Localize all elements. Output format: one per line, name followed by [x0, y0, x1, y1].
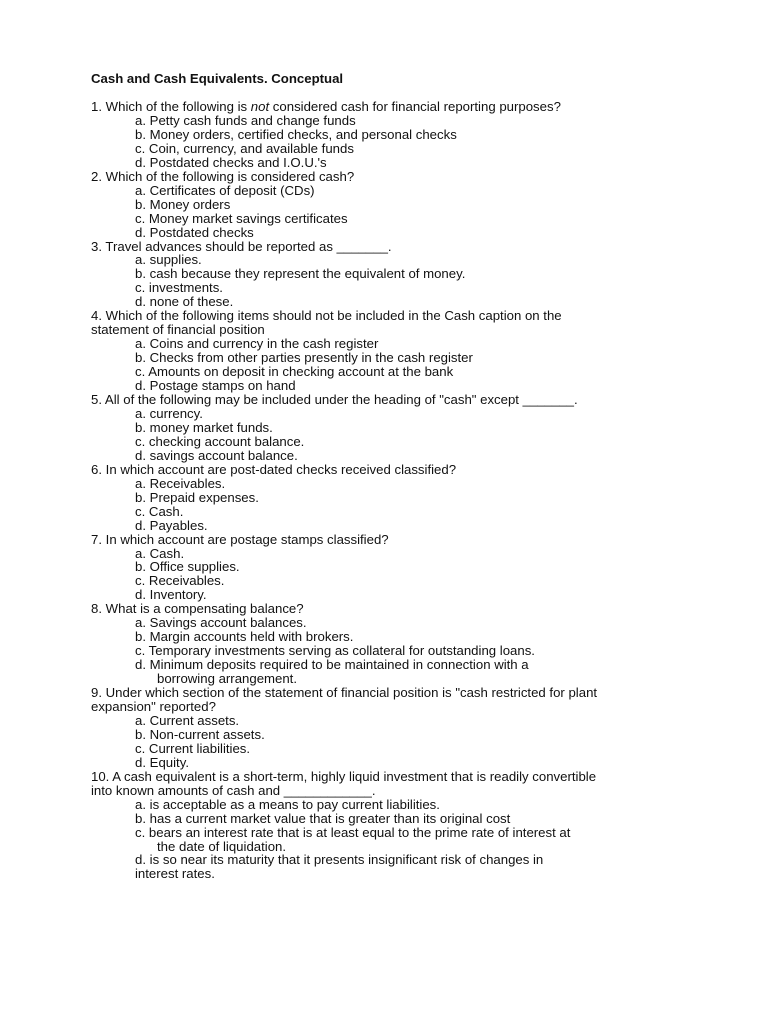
- question-9-option-c: c. Current liabilities.: [135, 740, 251, 756]
- question-4: [91, 309, 691, 393]
- question-9-option-a: a. Current assets.: [135, 712, 240, 728]
- question-3-stem: 3. Travel advances should be reported as _______.: [91, 238, 392, 254]
- question-10-option-c-continuation: the date of liquidation.: [157, 838, 287, 854]
- question-2-option-d: d. Postdated checks: [135, 224, 254, 240]
- question-3-option-a: a. supplies.: [135, 252, 202, 268]
- question-4-option-b: b. Checks from other parties presently in the cash register: [135, 350, 473, 366]
- question-8-option-b: b. Margin accounts held with brokers.: [135, 629, 354, 645]
- question-2-options: [91, 184, 691, 240]
- question-3: [91, 240, 691, 310]
- question-5-option-c: c. checking account balance.: [135, 433, 305, 449]
- question-7-option-b: b. Office supplies.: [135, 559, 240, 575]
- question-6-option-d: d. Payables.: [135, 517, 208, 533]
- question-10-option-d-continuation: interest rates.: [135, 866, 215, 882]
- question-3-option-b: b. cash because they represent the equivalent of money.: [135, 266, 466, 282]
- question-8-option-d: d. Minimum deposits required to be maintained in connection with a: [135, 657, 529, 673]
- question-7-options: [91, 547, 691, 603]
- question-6: [91, 463, 691, 533]
- question-1-stem: [91, 100, 691, 114]
- question-4-stem-line-2: statement of financial position: [91, 322, 265, 338]
- question-9-option-d: d. Equity.: [135, 754, 189, 770]
- question-1-option-b: b. Money orders, certified checks, and personal checks: [135, 126, 457, 142]
- question-8-option-d-continuation: borrowing arrangement.: [157, 671, 298, 687]
- question-8-stem: 8. What is a compensating balance?: [91, 601, 304, 617]
- question-10-option-d: d. is so near its maturity that it presents insignificant risk of changes in: [135, 852, 544, 868]
- question-1-option-d: d. Postdated checks and I.O.U.'s: [135, 154, 327, 170]
- question-1-stem-emphasis: not: [250, 99, 270, 114]
- question-10: [91, 770, 691, 882]
- question-6-options: [91, 477, 691, 533]
- question-list: [91, 100, 691, 881]
- document-title: Cash and Cash Equivalents. Conceptual: [91, 71, 344, 86]
- question-2-stem: 2. Which of the following is considered cash?: [91, 168, 355, 184]
- question-7-option-c: c. Receivables.: [135, 573, 225, 589]
- question-5-options: [91, 407, 691, 463]
- question-5-option-d: d. savings account balance.: [135, 447, 298, 463]
- question-1: [91, 100, 691, 170]
- question-2-option-c: c. Money market savings certificates: [135, 210, 348, 226]
- question-5-option-a: a. currency.: [135, 405, 203, 421]
- question-8-options: [91, 616, 691, 686]
- question-10-stem-line-1: 10. A cash equivalent is a short-term, highly liquid investment that is readily convertible: [91, 768, 597, 784]
- question-9-stem-line-1: 9. Under which section of the statement of financial position is "cash restricted for plant: [91, 685, 598, 701]
- question-6-option-b: b. Prepaid expenses.: [135, 489, 259, 505]
- question-1-stem-start: 1. Which of the following is: [91, 99, 251, 114]
- question-1-option-c: c. Coin, currency, and available funds: [135, 140, 354, 156]
- question-7-option-a: a. Cash.: [135, 545, 185, 561]
- question-4-stem-line-1: 4. Which of the following items should not be included in the Cash caption on the: [91, 308, 562, 324]
- question-10-options: [91, 798, 691, 882]
- question-6-stem: 6. In which account are post-dated checks received classified?: [91, 461, 457, 477]
- question-4-option-d: d. Postage stamps on hand: [135, 378, 296, 394]
- question-8: [91, 602, 691, 686]
- question-10-option-a: a. is acceptable as a means to pay current liabilities.: [135, 796, 440, 812]
- question-4-option-c: c. Amounts on deposit in checking account at the bank: [135, 364, 454, 380]
- question-6-option-c: c. Cash.: [135, 503, 184, 519]
- question-9-option-b: b. Non-current assets.: [135, 726, 265, 742]
- question-1-stem-end: considered cash for financial reporting purposes?: [269, 99, 561, 114]
- question-4-options: [91, 337, 691, 393]
- question-10-stem-line-2: into known amounts of cash and ____________.: [91, 782, 376, 798]
- question-3-option-c: c. investments.: [135, 280, 223, 296]
- question-6-option-a: a. Receivables.: [135, 475, 226, 491]
- question-5-stem: 5. All of the following may be included under the heading of "cash" except _______.: [91, 392, 578, 408]
- question-5-option-b: b. money market funds.: [135, 419, 273, 435]
- question-7-option-d: d. Inventory.: [135, 587, 207, 603]
- question-9-stem-line-2: expansion" reported?: [91, 698, 216, 714]
- question-7-stem: 7. In which account are postage stamps classified?: [91, 531, 389, 547]
- question-2-option-b: b. Money orders: [135, 196, 231, 212]
- question-4-option-a: a. Coins and currency in the cash register: [135, 336, 379, 352]
- question-8-option-a: a. Savings account balances.: [135, 615, 307, 631]
- question-10-option-c: c. bears an interest rate that is at least equal to the prime rate of interest at: [135, 824, 571, 840]
- question-1-option-a: a. Petty cash funds and change funds: [135, 112, 356, 128]
- question-9: [91, 686, 691, 770]
- question-3-options: [91, 253, 691, 309]
- question-1-options: [91, 114, 691, 170]
- question-9-options: [91, 714, 691, 770]
- question-2: [91, 170, 691, 240]
- question-7: [91, 533, 691, 603]
- question-3-option-d: d. none of these.: [135, 294, 234, 310]
- question-2-option-a: a. Certificates of deposit (CDs): [135, 182, 315, 198]
- question-8-option-c: c. Temporary investments serving as collateral for outstanding loans.: [135, 643, 535, 659]
- question-10-option-b: b. has a current market value that is greater than its original cost: [135, 810, 511, 826]
- question-5: [91, 393, 691, 463]
